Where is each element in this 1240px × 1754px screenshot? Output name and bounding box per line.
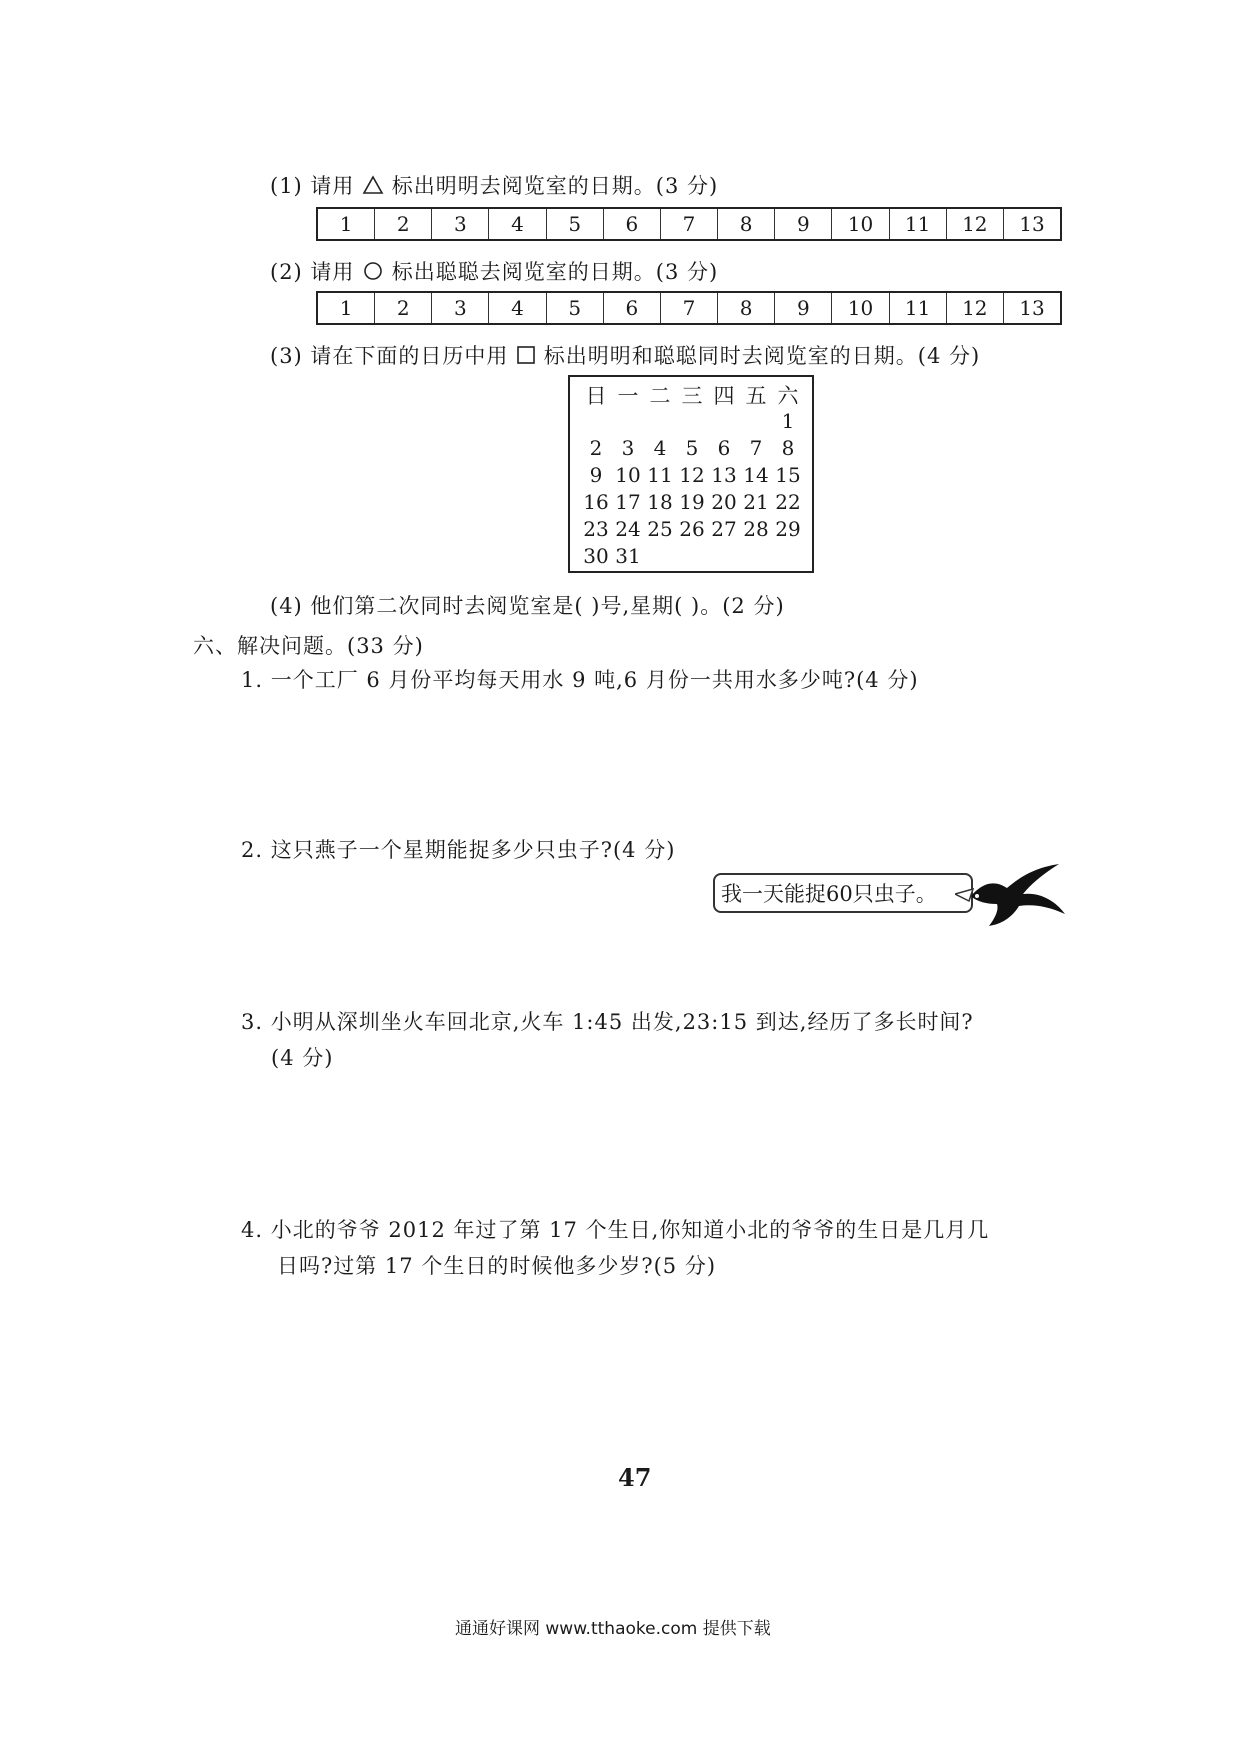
calendar-day: 21 xyxy=(743,489,769,514)
weekday-label: 六 xyxy=(777,384,799,408)
number-cell: 6 xyxy=(604,293,661,323)
calendar-day: 5 xyxy=(685,435,699,460)
calendar-week-row xyxy=(580,488,804,515)
q1-suffix: 标出明明去阅览室的日期。(3 分) xyxy=(391,174,719,198)
circle-icon xyxy=(362,261,384,281)
number-cell: 4 xyxy=(489,209,546,239)
calendar-day: 14 xyxy=(743,462,769,487)
calendar-day: 27 xyxy=(711,516,737,541)
q3-prefix: (3) 请在下面的日历中用 xyxy=(270,344,509,368)
weekday-label: 三 xyxy=(681,384,703,408)
square-icon xyxy=(516,345,536,365)
calendar-day: 13 xyxy=(711,462,737,487)
calendar-day: 16 xyxy=(583,489,609,514)
number-cell: 7 xyxy=(661,209,718,239)
footer-credit: 通通好课网 www.tthaoke.com 提供下载 xyxy=(455,1619,771,1639)
calendar-day: 28 xyxy=(743,516,769,541)
number-cell: 13 xyxy=(1019,212,1045,236)
calendar-day: 17 xyxy=(615,489,641,514)
weekday-label: 一 xyxy=(617,384,639,408)
calendar-day: 25 xyxy=(647,516,673,541)
number-cell: 2 xyxy=(375,209,432,239)
calendar-day: 30 xyxy=(583,543,609,568)
calendar-day: 31 xyxy=(615,543,641,568)
calendar-day: 8 xyxy=(781,435,795,460)
section6-title: 六、解决问题。(33 分) xyxy=(193,634,424,658)
calendar-weekday-row xyxy=(580,380,804,407)
number-cell: 13 xyxy=(1019,296,1045,320)
number-cell: 12 xyxy=(947,293,1004,323)
number-cell: 5 xyxy=(547,293,604,323)
number-cell: 6 xyxy=(604,209,661,239)
number-cell: 3 xyxy=(432,209,489,239)
number-cell: 10 xyxy=(832,293,889,323)
calendar-day: 12 xyxy=(679,462,705,487)
q2-prompt xyxy=(270,256,718,286)
calendar-week-row xyxy=(580,461,804,488)
calendar-day: 4 xyxy=(653,435,667,460)
q3-prompt xyxy=(270,340,980,370)
calendar-day: 15 xyxy=(775,462,801,487)
q2-prefix: (2) 请用 xyxy=(270,260,355,284)
weekday-label: 四 xyxy=(713,384,735,408)
calendar-day: 2 xyxy=(589,435,603,460)
calendar-day: 10 xyxy=(615,462,641,487)
q2-suffix: 标出聪聪去阅览室的日期。(3 分) xyxy=(391,260,719,284)
number-cell: 8 xyxy=(718,209,775,239)
speech-bubble xyxy=(713,873,973,913)
problem-3-line2: (4 分) xyxy=(271,1046,334,1070)
calendar-week-row xyxy=(580,515,804,542)
calendar-day: 3 xyxy=(621,435,635,460)
calendar-day: 1 xyxy=(781,408,795,433)
number-cell: 5 xyxy=(547,209,604,239)
calendar-day: 24 xyxy=(615,516,641,541)
number-cell: 11 xyxy=(890,209,947,239)
number-cell: 9 xyxy=(775,209,832,239)
number-cell: 4 xyxy=(489,293,546,323)
q1-prefix: (1) 请用 xyxy=(270,174,355,198)
number-cell: 1 xyxy=(318,293,375,323)
triangle-icon xyxy=(362,175,384,195)
q3-suffix: 标出明明和聪聪同时去阅览室的日期。(4 分) xyxy=(543,344,981,368)
calendar xyxy=(568,375,814,573)
problem-4-line2: 日吗?过第 17 个生日的时候他多少岁?(5 分) xyxy=(277,1254,717,1278)
q1-prompt xyxy=(270,170,718,200)
calendar-week-row xyxy=(580,407,804,434)
page-number: 47 xyxy=(618,1463,652,1492)
calendar-day: 22 xyxy=(775,489,801,514)
calendar-day: 26 xyxy=(679,516,705,541)
weekday-label: 二 xyxy=(649,384,671,408)
calendar-day: 23 xyxy=(583,516,609,541)
calendar-day: 11 xyxy=(647,462,673,487)
calendar-day: 20 xyxy=(711,489,737,514)
q2-number-strip xyxy=(316,291,1062,325)
calendar-day: 29 xyxy=(775,516,801,541)
problem-2: 2. 这只燕子一个星期能捉多少只虫子?(4 分) xyxy=(241,838,676,862)
q1-number-strip xyxy=(316,207,1062,241)
q4-prompt: (4) 他们第二次同时去阅览室是( )号,星期( )。(2 分) xyxy=(270,594,785,618)
number-cell: 10 xyxy=(832,209,889,239)
number-cell: 9 xyxy=(775,293,832,323)
number-cell: 3 xyxy=(432,293,489,323)
speech-bubble-text: 我一天能捉60只虫子。 xyxy=(721,882,937,906)
weekday-label: 五 xyxy=(745,384,767,408)
number-cell: 2 xyxy=(375,293,432,323)
calendar-day: 9 xyxy=(589,462,603,487)
calendar-week-row xyxy=(580,542,804,569)
calendar-day: 7 xyxy=(749,435,763,460)
calendar-week-row xyxy=(580,434,804,461)
problem-1: 1. 一个工厂 6 月份平均每天用水 9 吨,6 月份一共用水多少吨?(4 分) xyxy=(241,668,919,692)
number-cell: 12 xyxy=(947,209,1004,239)
calendar-day: 6 xyxy=(717,435,731,460)
number-cell: 11 xyxy=(890,293,947,323)
calendar-day: 18 xyxy=(647,489,673,514)
problem-3-line1: 3. 小明从深圳坐火车回北京,火车 1:45 出发,23:15 到达,经历了多长时间? xyxy=(241,1010,974,1034)
number-cell: 7 xyxy=(661,293,718,323)
swallow-icon xyxy=(955,858,1067,932)
problem-4-line1: 4. 小北的爷爷 2012 年过了第 17 个生日,你知道小北的爷爷的生日是几月几 xyxy=(241,1218,990,1242)
number-cell: 1 xyxy=(318,209,375,239)
calendar-day: 19 xyxy=(679,489,705,514)
weekday-label: 日 xyxy=(585,384,607,408)
number-cell: 8 xyxy=(718,293,775,323)
